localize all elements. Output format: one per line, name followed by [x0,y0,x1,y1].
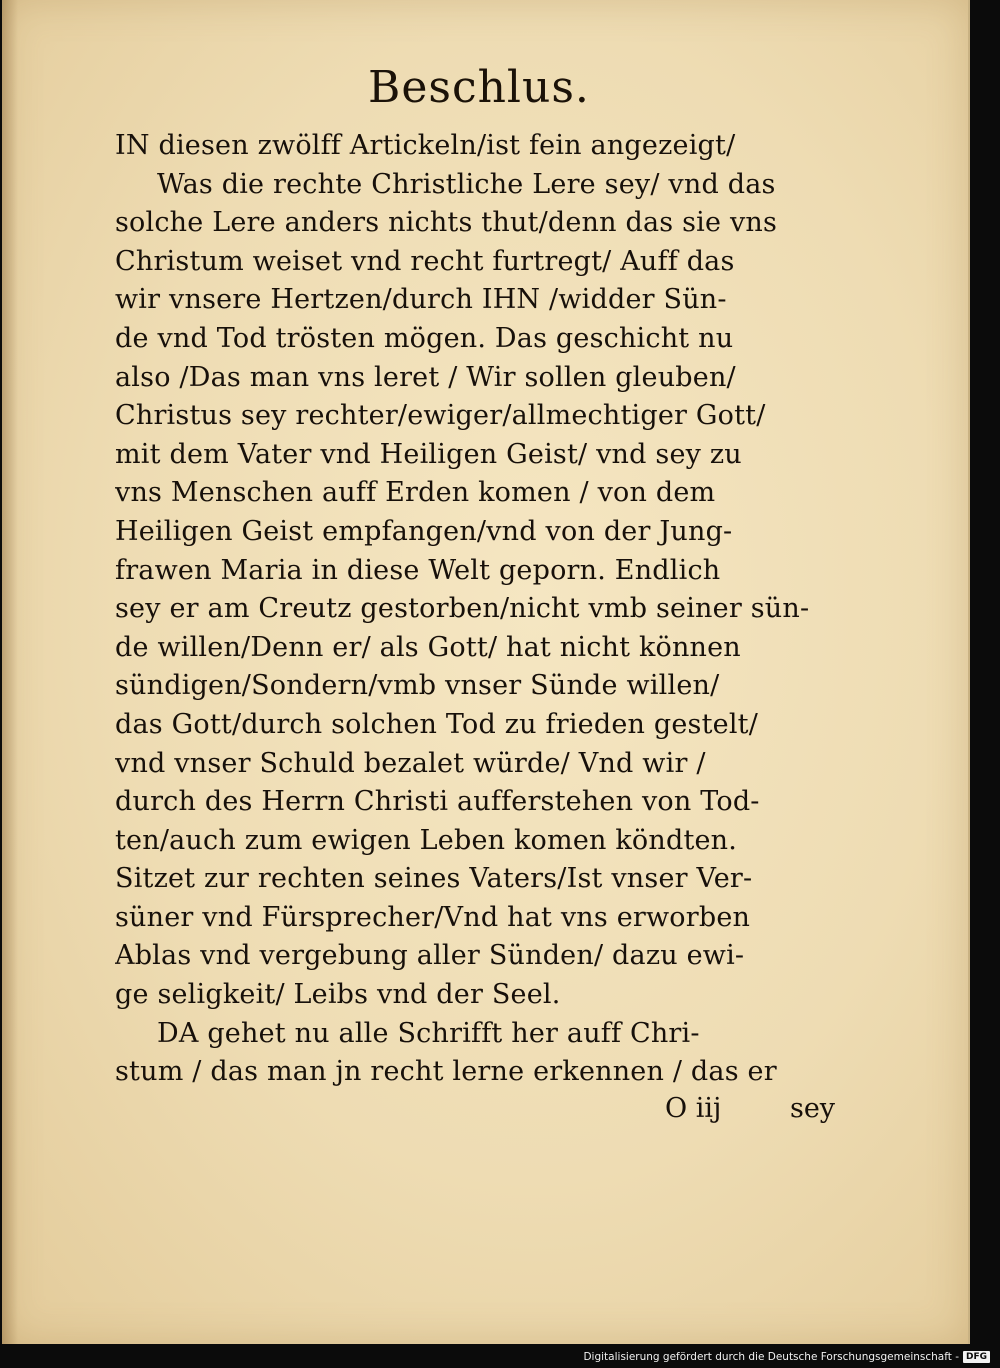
text-line-3: solche Lere anders nichts thut/denn das sie vns [115,207,778,239]
body-text [115,127,855,1092]
text-line-12: frawen Maria in diese Welt geporn. Endlich [115,554,721,586]
text-line-25: stum / das man jn recht lerne erkennen / das er [115,1056,777,1088]
text-line-11: Heiligen Geist empfangen/vnd von der Jung- [115,515,733,547]
text-line-2: Was die rechte Christliche Lere sey/ vnd das [157,168,776,200]
text-line-21: süner vnd Fürsprecher/Vnd hat vns erworben [115,901,751,933]
dfg-logo: DFG [963,1351,990,1363]
text-line-24: DA gehet nu alle Schrifft her auff Chri- [157,1017,700,1049]
text-line-14: de willen/Denn er/ als Gott/ hat nicht können [115,631,741,663]
text-line-15: sündigen/Sondern/vmb vnser Sünde willen/ [115,670,720,702]
signature-mark: O iij [665,1093,722,1124]
text-line-22: Ablas vnd vergebung aller Sünden/ dazu ewi- [115,940,745,972]
funding-credit [583,1351,990,1363]
text-line-8: Christus sey rechter/ewiger/allmechtiger Gott/ [115,400,766,432]
text-line-23: ge seligkeit/ Leibs vnd der Seel. [115,979,561,1011]
text-line-10: vns Menschen auff Erden komen / von dem [115,477,716,509]
text-line-4: Christum weiset vnd recht furtregt/ Auff das [115,245,735,277]
catchword: sey [789,1093,836,1124]
text-line-13: sey er am Creutz gestorben/nicht vmb seiner sün- [115,593,810,625]
signature-line [665,1093,835,1124]
text-line-16: das Gott/durch solchen Tod zu frieden gestelt/ [115,708,759,740]
text-line-7: also /Das man vns leret / Wir sollen gleuben/ [115,361,736,393]
text-line-17: vnd vnser Schuld bezalet würde/ Vnd wir / [115,747,706,779]
page-heading: Beschlus. [368,62,590,113]
text-line-1: IN diesen zwölff Artickeln/ist fein angezeigt/ [115,130,736,161]
text-line-20: Sitzet zur rechten seines Vaters/Ist vnser Ver- [115,863,753,895]
funding-credit-text: Digitalisierung gefördert durch die Deutsche Forschungsgemeinschaft - [583,1351,959,1363]
text-line-19: ten/auch zum ewigen Leben komen köndten. [115,824,738,856]
text-line-6: de vnd Tod trösten mögen. Das geschicht nu [115,322,734,354]
page-gutter-shadow [2,0,18,1344]
text-line-9: mit dem Vater vnd Heiligen Geist/ vnd sey zu [115,438,742,470]
text-line-18: durch des Herrn Christi aufferstehen von Tod- [115,786,760,818]
text-line-5: wir vnsere Hertzen/durch IHN /widder Sün- [115,284,727,316]
